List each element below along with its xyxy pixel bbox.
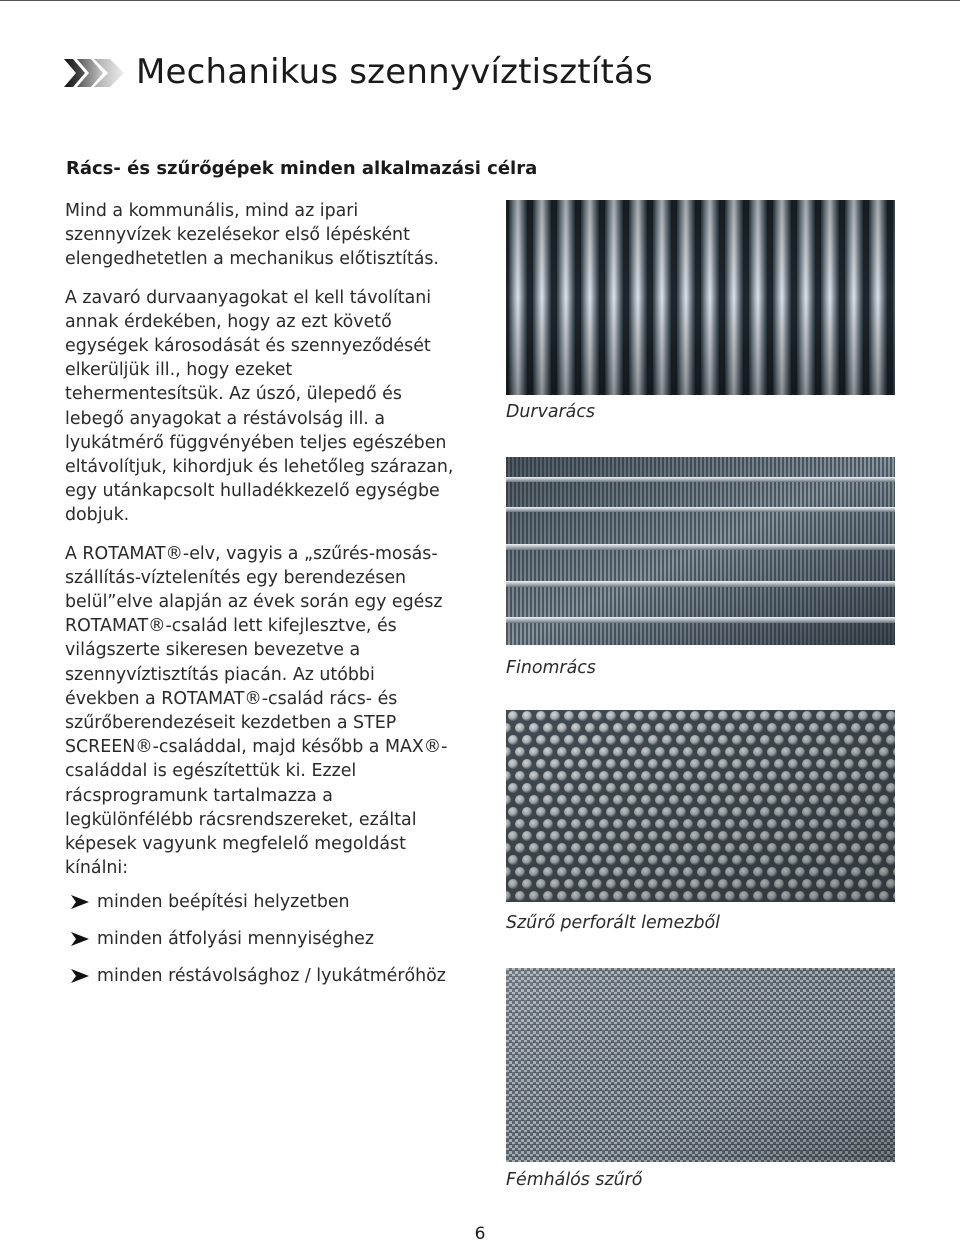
text-line: elkerüljük ill., hogy ezeket (65, 360, 293, 381)
photo-caption: Durvarács (506, 402, 595, 422)
text-line: elengedhetetlen a mechanikus előtisztítás. (65, 249, 439, 270)
list-item-text: minden beépítési helyzetben (97, 891, 350, 912)
wire-mesh-photo (506, 968, 895, 1162)
text-line: egységek károsodását és szennyeződését (65, 336, 431, 357)
text-line: években a ROTAMAT®-család rács- és (65, 688, 398, 709)
arrowhead-bullet-icon (65, 932, 97, 946)
section-subtitle: Rács- és szűrőgépek minden alkalmazási célra (66, 158, 538, 179)
list-item-text: minden réstávolsághoz / lyukátmérőhöz (97, 965, 446, 986)
text-line: dobjuk. (65, 505, 130, 526)
text-line: szűrőberendezéseit kezdetben a STEP (65, 713, 397, 734)
text-line: lebegő anyagokat a réstávolság ill. a (65, 408, 385, 429)
text-line: tehermentesítsük. Az úszó, ülepedő és (65, 384, 402, 405)
text-line: ROTAMAT®-család lett kifejlesztve, és (65, 616, 397, 637)
text-line: világszerte sikeresen bevezetve a (65, 640, 361, 661)
perforated-plate-photo (506, 710, 895, 902)
text-line: szállítás-víztelenítés egy berendezésen (65, 567, 407, 588)
text-line: A ROTAMAT®-elv, vagyis a „szűrés-mosás- (65, 543, 438, 564)
text-line: eltávolítjuk, kihordjuk és lehetőleg szárazan, (65, 457, 454, 478)
list-item (65, 920, 495, 957)
arrowhead-bullet-icon (65, 895, 97, 909)
coarse-screen-photo (506, 200, 895, 395)
arrowhead-bullet-icon (65, 969, 97, 983)
paragraph-intro (65, 199, 495, 272)
text-line: rácsprogramunk tartalmazza a (65, 785, 333, 806)
text-line: egy utánkapcsolt hulladékkezelő egységbe (65, 481, 440, 502)
photo-caption: Szűrő perforált lemezből (506, 913, 720, 933)
text-line: családdal is egészítettük ki. Ezzel (65, 761, 357, 782)
top-rule (0, 0, 960, 1)
text-line: SCREEN®-családdal, majd később a MAX®- (65, 737, 448, 758)
text-line: szennyvíztisztítás piacán. Az utóbbi (65, 664, 375, 685)
photo-caption: Fémhálós szűrő (506, 1170, 643, 1190)
text-line: A zavaró durvaanyagokat el kell távolítani (65, 287, 432, 308)
double-chevron-icon (64, 57, 126, 89)
text-line: Mind a kommunális, mind az ipari (65, 201, 359, 221)
bullet-list (65, 883, 495, 994)
text-line: kínálni: (65, 858, 129, 879)
page-title: Mechanikus szennyvíztisztítás (136, 52, 653, 92)
fine-screen-photo (506, 457, 895, 645)
paragraph-rotamat (65, 542, 495, 881)
text-line: annak érdekében, hogy az ezt követő (65, 311, 392, 332)
list-item (65, 957, 495, 994)
paragraph-removal (65, 286, 495, 528)
list-item-text: minden átfolyási mennyiséghez (97, 928, 374, 949)
page-number: 6 (474, 1224, 486, 1244)
body-text (65, 199, 495, 894)
text-line: belül”elve alapján az évek során egy egész (65, 592, 443, 613)
text-line: legkülönfélébb rácsrendszereket, ezáltal (65, 809, 417, 830)
text-line: szennyvízek kezelésekor első lépésként (65, 225, 410, 246)
text-line: képesek vagyunk megfelelő megoldást (65, 834, 406, 855)
list-item (65, 883, 495, 920)
photo-caption: Finomrács (506, 658, 596, 678)
text-line: lyukátmérő függvényében teljes egészében (65, 432, 447, 453)
